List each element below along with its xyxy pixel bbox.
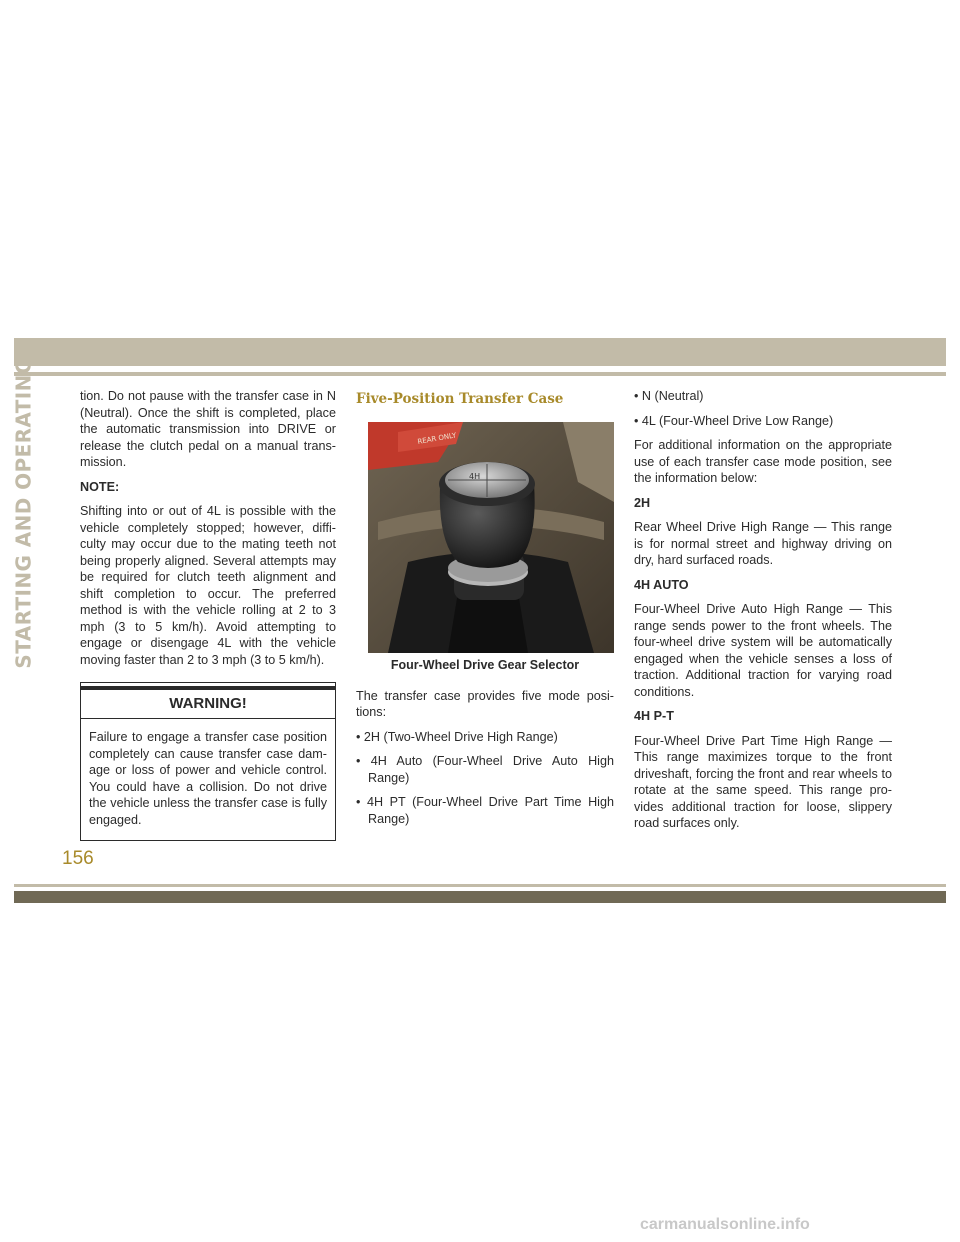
rear-only-label: REAR ONLY (416, 431, 457, 446)
gear-selector-photo (368, 422, 614, 653)
note-text: Shifting into or out of 4L is possible with the vehicle completely stopped; however, diffi-culty may occur due to the mating teeth not being properly aligned. Several attempts may be required for clutch teeth alignment and shift completion to occur. The preferred method is with the vehicle rolling at 2 to 3 mph (3 to 5 km/h). Avoid attempting to engage or disengage 4L with the vehicle moving faster than 2 to 3 mph (3 to 5 km/h). (80, 504, 336, 667)
list-item: • N (Neutral) (634, 389, 704, 403)
paragraph: Rear Wheel Drive High Range — This range is for normal street and highway driving on dry, hard surfaced roads. (634, 520, 892, 567)
warning-text: Failure to engage a transfer case position completely can cause transfer case dam-age or loss of power and vehicle control. You could have a collision. Do not drive the vehicle unless the transfer case is fully engaged. (89, 730, 327, 827)
footer-band (14, 891, 946, 903)
list-item: • 4H PT (Four-Wheel Drive Part Time High Range) (356, 795, 614, 826)
photo-caption: Four-Wheel Drive Gear Selector (390, 658, 580, 672)
subheading-2h: 2H (634, 495, 651, 510)
warning-title: WARNING! (81, 686, 335, 719)
paragraph: For additional information on the appropriate use of each transfer case mode position, see the information below: (634, 438, 892, 485)
section-title: Five-Position Transfer Case (356, 391, 564, 407)
watermark: carmanualsonline.info (640, 1216, 810, 1233)
paragraph: tion. Do not pause with the transfer case in N (Neutral). Once the shift is completed, place the automatic transmission into DRIVE or release the clutch pedal on a manual trans-mission. (80, 389, 336, 469)
column-3 (634, 388, 892, 840)
header-band (14, 338, 946, 366)
section-side-title (8, 357, 40, 669)
note-label: NOTE: (80, 479, 120, 494)
subheading-4h-auto: 4H AUTO (634, 577, 689, 592)
list-item: • 4L (Four-Wheel Drive Low Range) (634, 413, 834, 428)
column-1 (80, 388, 336, 841)
warning-box (80, 682, 336, 841)
column-2 (356, 388, 614, 835)
side-title-text: STARTING AND OPERATING (12, 357, 36, 669)
header-rule (14, 372, 946, 376)
page-number: 156 (62, 848, 94, 869)
paragraph: The transfer case provides five mode posi-tions: (356, 688, 614, 719)
list-item: • 2H (Two-Wheel Drive High Range) (356, 729, 558, 744)
gear-selector-illustration (368, 422, 614, 653)
list-item: • 4H Auto (Four-Wheel Drive Auto High Range) (356, 754, 614, 785)
paragraph: Four-Wheel Drive Part Time High Range — This range maximizes torque to the front driveshaft, forcing the front and rear wheels to rotate at the same speed. This range pro-vides additional traction for loose, slippery road surfaces only. (634, 733, 892, 830)
paragraph: Four-Wheel Drive Auto High Range — This range sends power to the front wheels. The four-wheel drive system will be automatically engaged when the vehicle senses a loss of traction. Additional traction for varying road conditions. (634, 602, 892, 699)
subheading-4h-pt: 4H P-T (634, 709, 674, 723)
footer-rule (14, 884, 946, 887)
knob-mode-label: 4H (469, 472, 481, 481)
